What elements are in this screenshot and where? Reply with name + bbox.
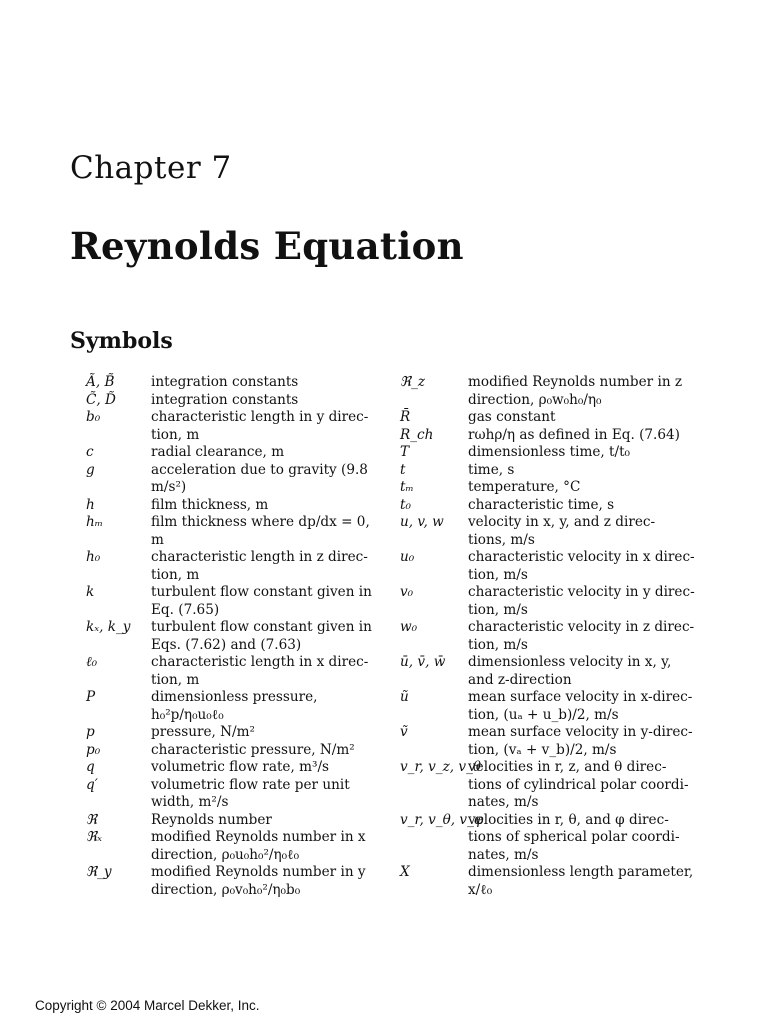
symbol: tₘ — [400, 479, 414, 495]
symbol: u, v, w — [400, 514, 444, 530]
symbol-definition: rωhρ/η as defined in Eq. (7.64) — [468, 426, 680, 443]
symbol-definition: film thickness, m — [151, 496, 269, 513]
symbol: ū, v̄, w̄ — [400, 654, 446, 670]
symbol: C̃, D̃ — [86, 391, 116, 408]
chapter-title: Reynolds Equation — [70, 224, 464, 268]
symbol: ũ — [400, 689, 409, 705]
symbol-definition: characteristic length in y direc- tion, m — [151, 409, 369, 443]
symbol-entry — [86, 444, 392, 462]
symbol-entry — [86, 654, 392, 689]
symbol-entry — [400, 864, 720, 899]
symbol: hₘ — [86, 514, 104, 530]
symbol-entry — [400, 549, 720, 584]
symbol-entry — [86, 864, 392, 899]
symbol-entry — [86, 829, 392, 864]
symbol: b₀ — [86, 409, 101, 425]
symbol: R̄ — [400, 409, 411, 425]
symbols-list-left — [86, 374, 392, 899]
symbol-definition: characteristic velocity in z direc- tion, m/s — [468, 619, 695, 653]
symbol-entry — [86, 549, 392, 584]
symbol: kₓ, k_y — [86, 619, 131, 635]
symbol-entry — [86, 777, 392, 812]
symbol-definition: dimensionless length parameter, x/ℓ₀ — [468, 864, 694, 898]
symbol-entry — [400, 427, 720, 445]
symbol: q — [86, 759, 95, 775]
symbol-definition: modified Reynolds number in x direction, ρ₀u₀h₀²/η₀ℓ₀ — [151, 829, 366, 863]
symbol: X — [400, 864, 410, 880]
symbol-entry — [400, 654, 720, 689]
symbol-entry — [86, 392, 392, 410]
symbol: t₀ — [400, 496, 411, 513]
symbols-list-right — [400, 374, 720, 899]
symbol-definition: pressure, N/m² — [151, 724, 255, 740]
section-title: Symbols — [70, 328, 173, 354]
symbol-definition: velocities in r, θ, and φ direc- tions of spherical polar coordi- nates, m/s — [468, 811, 680, 863]
symbol: v₀ — [400, 584, 414, 600]
symbol-entry — [400, 724, 720, 759]
symbol: ℜ — [86, 811, 98, 828]
symbol-entry — [86, 409, 392, 444]
symbol: w₀ — [400, 619, 418, 635]
symbol: ℜₓ — [86, 829, 102, 845]
symbol: q′ — [86, 776, 98, 793]
symbol-definition: dimensionless velocity in x, y, and z-direction — [468, 654, 672, 688]
symbol-definition: volumetric flow rate, m³/s — [151, 759, 329, 775]
symbol: Ã, B̃ — [86, 374, 115, 390]
symbol: c — [86, 444, 94, 460]
symbol-definition: dimensionless time, t/t₀ — [468, 444, 631, 460]
symbol-entry — [86, 374, 392, 392]
symbol-definition: characteristic pressure, N/m² — [151, 741, 355, 758]
symbol-definition: characteristic length in x direc- tion, m — [151, 654, 369, 688]
symbol-definition: radial clearance, m — [151, 444, 285, 460]
symbol-definition: characteristic length in z direc- tion, m — [151, 549, 368, 583]
symbol: h₀ — [86, 549, 101, 565]
symbol: p — [86, 724, 95, 740]
symbol-entry — [86, 689, 392, 724]
symbol-entry — [400, 497, 720, 515]
symbol: ℓ₀ — [86, 654, 98, 670]
symbol: P — [86, 689, 96, 705]
symbol-definition: integration constants — [151, 391, 299, 408]
symbol: t — [400, 461, 406, 478]
symbol-entry — [86, 584, 392, 619]
symbol-definition: temperature, °C — [468, 479, 581, 495]
symbol-entry — [86, 812, 392, 830]
symbol: p₀ — [86, 741, 101, 758]
symbol-definition: mean surface velocity in x-direc- tion, (uₐ + u_b)/2, m/s — [468, 689, 693, 723]
symbol-entry — [86, 619, 392, 654]
symbol: g — [86, 461, 95, 478]
symbol-entry — [400, 584, 720, 619]
symbol-entry — [86, 759, 392, 777]
symbol-definition: mean surface velocity in y-direc- tion, (vₐ + v_b)/2, m/s — [468, 724, 693, 758]
symbol-entry — [400, 374, 720, 409]
symbol-entry — [400, 689, 720, 724]
symbol-entry — [400, 619, 720, 654]
symbol-entry — [86, 497, 392, 515]
symbol-definition: integration constants — [151, 374, 299, 390]
symbol-definition: velocity in x, y, and z direc- tions, m/s — [468, 514, 656, 548]
symbol-entry — [400, 812, 720, 865]
symbol: ℜ_y — [86, 864, 112, 880]
symbol-definition: characteristic velocity in x direc- tion, m/s — [468, 549, 695, 583]
symbol: v_r, v_z, v_θ — [400, 759, 482, 775]
copyright-notice: Copyright © 2004 Marcel Dekker, Inc. — [35, 998, 260, 1013]
chapter-label: Chapter 7 — [70, 150, 232, 186]
symbol-definition: turbulent flow constant given in Eqs. (7.62) and (7.63) — [151, 619, 372, 653]
symbol-definition: gas constant — [468, 409, 556, 425]
symbol-entry — [400, 759, 720, 812]
symbol-definition: dimensionless pressure, h₀²p/η₀u₀ℓ₀ — [151, 689, 318, 723]
symbol-definition: characteristic time, s — [468, 496, 615, 513]
symbol-definition: modified Reynolds number in z direction, ρ₀w₀h₀/η₀ — [468, 374, 683, 408]
symbol: ṽ — [400, 724, 408, 740]
symbol-definition: volumetric flow rate per unit width, m²/s — [151, 776, 350, 810]
symbol-entry — [400, 479, 720, 497]
symbol: ℜ_z — [400, 374, 426, 390]
symbol-definition: acceleration due to gravity (9.8 m/s²) — [151, 461, 368, 495]
symbol: R_ch — [400, 426, 434, 443]
symbol-entry — [86, 724, 392, 742]
symbol: v_r, v_θ, v_φ — [400, 811, 484, 828]
symbol-entry — [86, 514, 392, 549]
symbol-definition: modified Reynolds number in y direction, ρ₀v₀h₀²/η₀b₀ — [151, 864, 366, 898]
symbol-definition: Reynolds number — [151, 811, 272, 828]
symbol-definition: characteristic velocity in y direc- tion, m/s — [468, 584, 695, 618]
symbol-definition: time, s — [468, 461, 515, 478]
symbol-entry — [86, 742, 392, 760]
symbol-entry — [400, 409, 720, 427]
symbol: u₀ — [400, 549, 415, 565]
symbol: T — [400, 444, 410, 460]
symbol-entry — [400, 444, 720, 462]
symbol-definition: film thickness where dp/dx = 0, m — [151, 514, 370, 548]
symbol: k — [86, 584, 95, 600]
symbol: h — [86, 496, 95, 513]
symbol-entry — [400, 462, 720, 480]
symbol-entry — [86, 462, 392, 497]
symbol-entry — [400, 514, 720, 549]
symbol-definition: turbulent flow constant given in Eq. (7.65) — [151, 584, 372, 618]
symbol-definition: velocities in r, z, and θ direc- tions of cylindrical polar coordi- nates, m/s — [468, 759, 689, 810]
